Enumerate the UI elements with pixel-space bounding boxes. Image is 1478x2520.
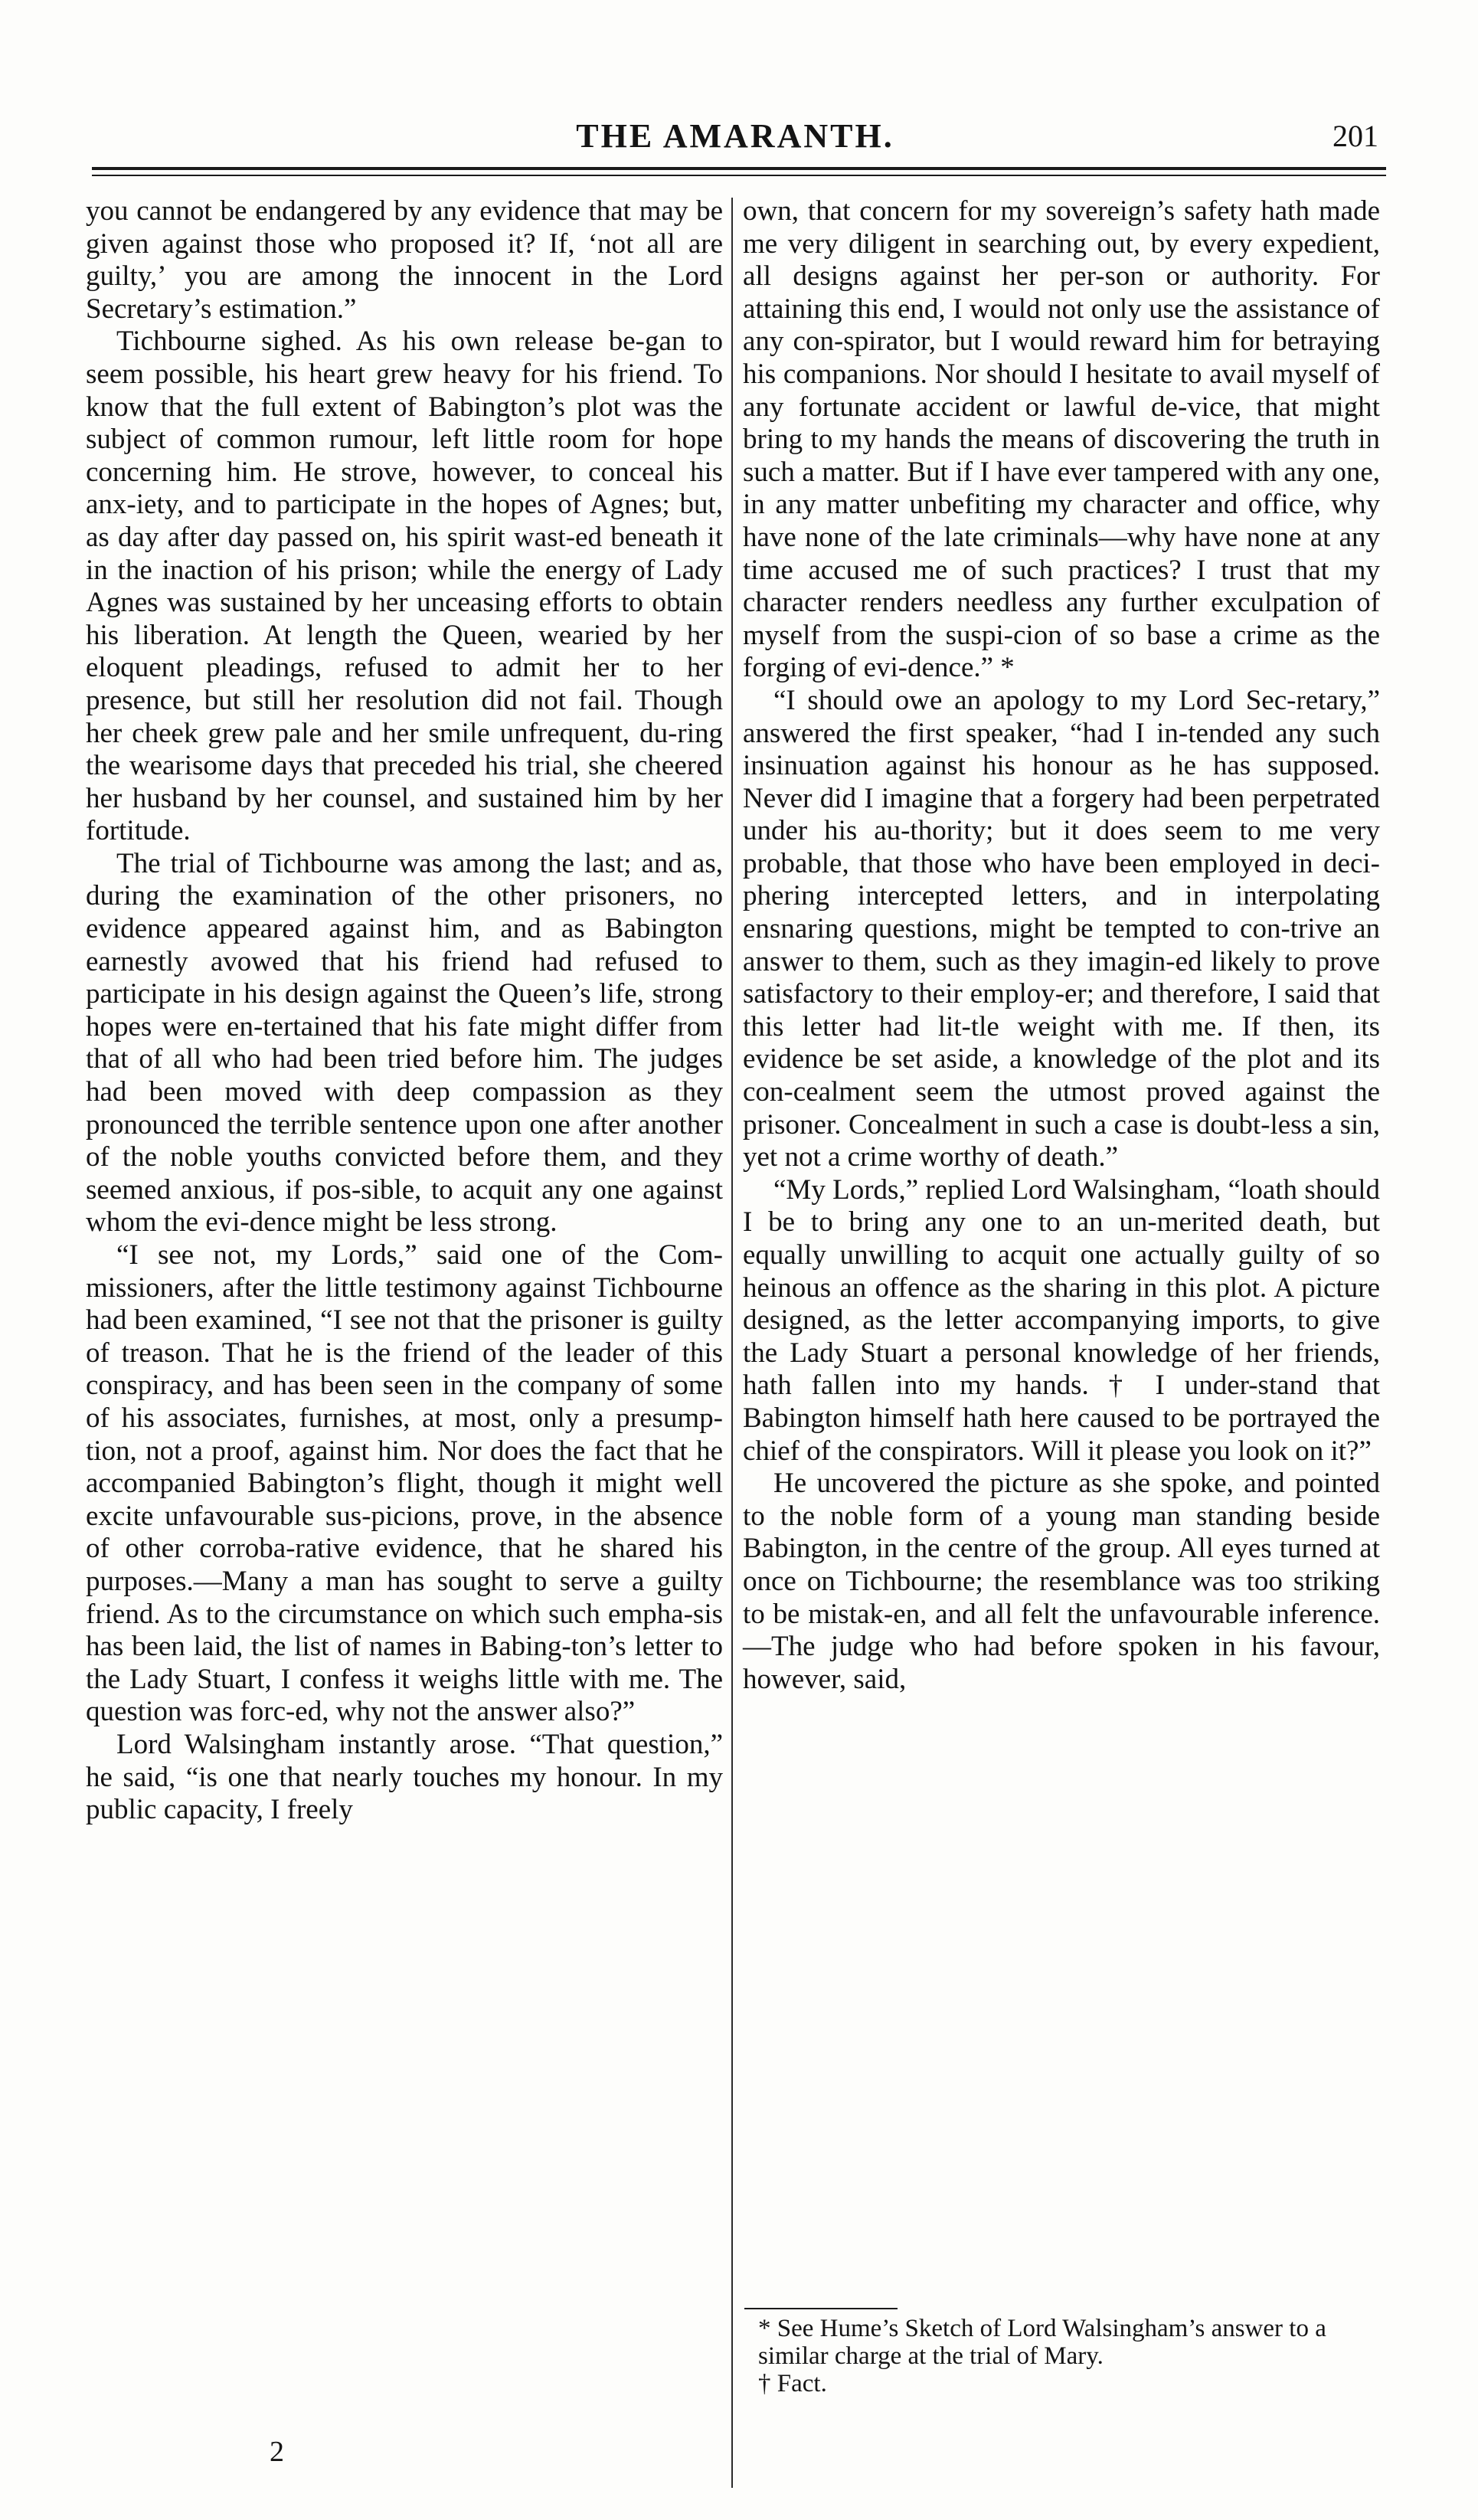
- right-column: [743, 195, 1380, 1696]
- footnote-star: * See Hume’s Sketch of Lord Walsingham’s answer to a similar charge at the trial of Mary.: [758, 2315, 1326, 2370]
- signature-mark: 2: [270, 2436, 284, 2468]
- left-paragraph-3: The trial of Tichbourne was among the last; and as, during the examination of the other prisoners, no evidence appeared against him, and as Babington earnestly avowed that his friend had refused to participate in his design against the Queen’s life, strong hopes were en-tertained that his fate might differ from that of all who had been tried before him. The judges had been moved with deep compassion as they pronounced the terrible sentence upon one after another of the noble youths convicted before them, and they seemed anxious, if pos-sible, to acquit any one against whom the evi-dence might be less strong.: [86, 847, 723, 1239]
- journal-title: THE AMARANTH.: [576, 117, 894, 155]
- left-paragraph-2: Tichbourne sighed. As his own release be-gan to seem possible, his heart grew heavy for his friend. To know that the full extent of Babington’s plot was the subject of common rumour, left little room for hope concerning him. He strove, however, to conceal his anx-iety, and to participate in the hopes of Agnes; but, as day after day passed on, his spirit wast-ed beneath it in the inaction of his prison; while the energy of Lady Agnes was sustained by her unceasing efforts to obtain his liberation. At length the Queen, wearied by her eloquent pleadings, refused to admit her to her presence, but still her resolution did not fail. Though her cheek grew pale and her smile unfrequent, du-ring the wearisome days that preceded his trial, she cheered her husband by her counsel, and sustained him by her fortitude.: [86, 326, 723, 847]
- right-paragraph-2: “I should owe an apology to my Lord Sec-retary,” answered the first speaker, “had I in-tended any such insinuation against his honour as he has supposed. Never did I imagine that a forgery had been perpetrated under his au-thority; but it does seem to me very probable, that those who have been employed in deci-phering intercepted letters, and in interpolating ensnaring questions, might be tempted to con-trive an answer to them, such as they imagin-ed likely to prove satisfactory to their employ-er; and therefore, I said that this letter had lit-tle weight with me. If then, its evidence be set aside, a knowledge of the plot and its con-cealment seem the utmost proved against the prisoner. Concealment in such a case is doubt-less a sin, yet not a crime worthy of death.”: [743, 684, 1380, 1173]
- left-paragraph-5: Lord Walsingham instantly arose. “That question,” he said, “is one that nearly touches my honour. In my public capacity, I freely: [86, 1728, 723, 1826]
- left-paragraph-1: you cannot be endangered by any evidence that may be given against those who proposed it? If, ‘not all are guilty,’ you are among the innocent in the Lord Secretary’s estimation.”: [86, 195, 723, 325]
- left-paragraph-4: “I see not, my Lords,” said one of the Com-missioners, after the little testimony against Tichbourne had been examined, “I see not that the prisoner is guilty of treason. That he is the friend of the leader of this conspiracy, and has been seen in the company of some of his associates, furnishes, at most, only a presump-tion, not a proof, against him. Nor does the fact that he accompanied Babington’s flight, though it might well excite unfavourable sus-picions, prove, in the absence of other corroba-rative evidence, that he shared his purposes.—Many a man has sought to serve a guilty friend. As to the circumstance on which such empha-sis has been laid, the list of names in Babing-ton’s letter to the Lady Stuart, I confess it weighs little with me. The question was forc-ed, why not the answer also?”: [86, 1239, 723, 1728]
- header-rule-thin: [92, 175, 1386, 176]
- page-number: 201: [1332, 119, 1378, 153]
- column-divider: [731, 198, 733, 2488]
- running-head: [92, 113, 1378, 159]
- header-rule-thick: [92, 167, 1386, 170]
- left-column: [86, 195, 723, 1827]
- right-paragraph-1: own, that concern for my sovereign’s safety hath made me very diligent in searching out, by every expedient, all designs against her per-son or authority. For attaining this end, I would not only use the assistance of any con-spirator, but I would reward him for betraying his companions. Nor should I hesitate to avail myself of any fortunate accident or lawful de-vice, that might bring to my hands the means of discovering the truth in such a matter. But if I have ever tampered with any one, in any matter unbefiting my character and office, why have none of the late criminals—why have none at any time accused me of such practices? I trust that my character renders needless any further exculpation of myself from the suspi-cion of so base a crime as the forging of evi-dence.” *: [743, 195, 1380, 684]
- footnotes: [744, 2315, 1380, 2397]
- footnote-dagger: † Fact.: [758, 2370, 827, 2397]
- footnote-rule: [744, 2308, 898, 2309]
- right-paragraph-3: “My Lords,” replied Lord Walsingham, “loath should I be to bring any one to an un-merited death, but equally unwilling to acquit one actually guilty of so heinous an offence as the sharing in this plot. A picture designed, as the letter accompanying imports, to give the Lady Stuart a personal knowledge of her friends, hath fallen into my hands. † I under-stand that Babington himself hath here caused to be portrayed the chief of the conspirators. Will it please you look on it?”: [743, 1173, 1380, 1467]
- right-paragraph-4: He uncovered the picture as she spoke, and pointed to the noble form of a young man standing beside Babington, in the centre of the group. All eyes turned at once on Tichbourne; the resemblance was too striking to be mistak-en, and all felt the unfavourable inference.—The judge who had before spoken in his favour, however, said,: [743, 1468, 1380, 1695]
